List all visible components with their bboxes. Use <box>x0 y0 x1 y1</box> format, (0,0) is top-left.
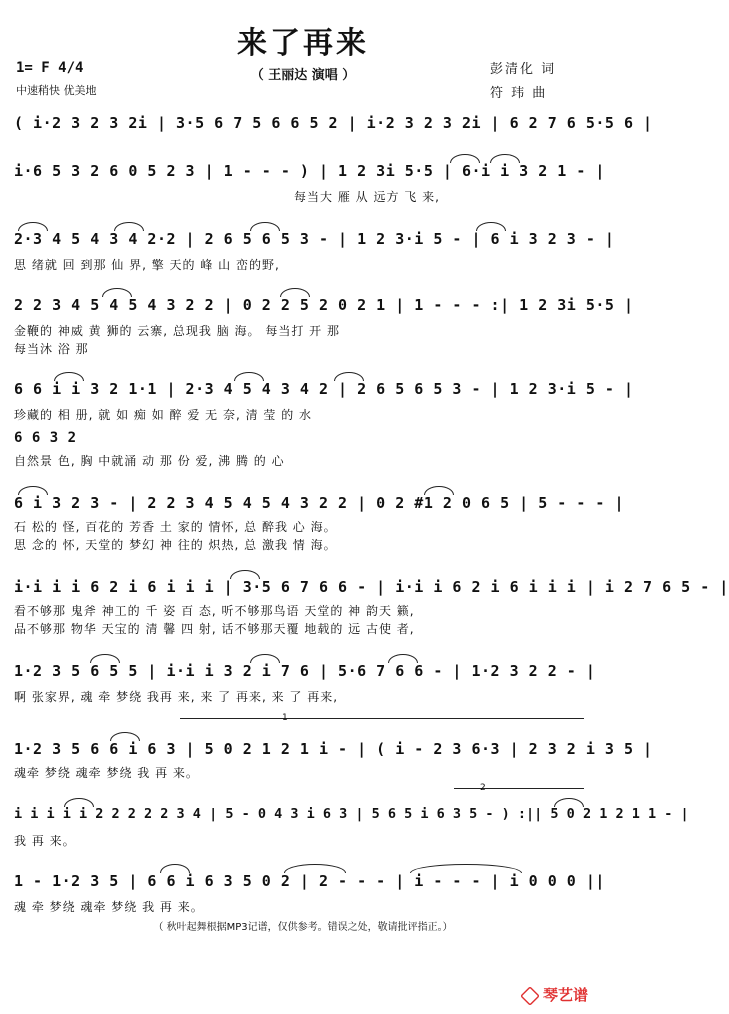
slur-mark <box>388 654 418 663</box>
key-signature: 1= F 4/4 <box>16 60 84 76</box>
lyric-line: 每当沐 浴 那 <box>14 342 89 356</box>
slur-mark <box>102 288 132 297</box>
slur-mark <box>334 372 364 381</box>
volta-number: 2 <box>480 783 486 793</box>
logo-text: 琴艺谱 <box>543 986 589 1004</box>
lyric-line: 思 绪就 回 到那 仙 界, 擎 天的 峰 山 峦的野, <box>14 258 280 272</box>
transcription-note: （ 秋叶起舞根据MP3记谱，仅供参考。错误之处，敬请批评指正。） <box>153 922 453 933</box>
lyric-line: 每当大 雁 从 远方 飞 来, <box>294 190 440 204</box>
notation: i·i i i 6 2 i 6 i i i | 3·5 6 7 6 6 - | i·i i 6 2 i 6 i i i | i 2 7 6 5 - | <box>14 578 729 596</box>
notation: 6 6 3 2 <box>14 430 77 446</box>
slur-mark <box>64 798 94 807</box>
slur-mark <box>554 798 584 807</box>
composer-credit: 符 玮 曲 <box>490 86 548 101</box>
slur-mark <box>476 222 506 231</box>
lyric-line: 魂 牵 梦绕 魂牵 梦绕 我 再 来。 <box>14 900 204 914</box>
lyricist-credit: 彭清化 词 <box>490 62 557 77</box>
lyric-line: 我 再 来。 <box>14 834 76 848</box>
notation: 6 i 3 2 3 - | 2 2 3 4 5 4 5 4 3 2 2 | 0 2 #1 2 0 6 5 | 5 - - - | <box>14 494 624 512</box>
notation: 2 2 3 4 5 4 5 4 3 2 2 | 0 2 2 5 2 0 2 1 | 1 - - - :| 1 2 3i 5·5 | <box>14 296 634 314</box>
song-title: 来了再来 <box>237 26 369 61</box>
slur-mark <box>234 372 264 381</box>
slur-mark <box>490 154 520 163</box>
notation: 1 - 1·2 3 5 | 6 6 i 6 3 5 0 2 | 2 - - - | i - - - | i 0 0 0 || <box>14 872 605 890</box>
slur-mark <box>284 864 346 873</box>
slur-mark <box>410 864 522 873</box>
lyric-line: 自然景 色, 胸 中就涌 动 那 份 爱, 沸 腾 的 心 <box>14 454 285 468</box>
slur-mark <box>280 288 310 297</box>
slur-mark <box>250 654 280 663</box>
notation: 1·2 3 5 6 5 5 | i·i i 3 2 i 7 6 | 5·6 7 6 6 - | 1·2 3 2 2 - | <box>14 662 596 680</box>
lyric-line: 石 松的 怪, 百花的 芳香 土 家的 情怀, 总 醉我 心 海。 <box>14 520 337 534</box>
volta-bracket-1 <box>180 718 584 726</box>
lyric-line: 魂牵 梦绕 魂牵 梦绕 我 再 来。 <box>14 766 199 780</box>
singer-credit: （ 王丽达 演唱 ） <box>250 68 356 83</box>
site-logo <box>520 984 588 1006</box>
slur-mark <box>18 222 48 231</box>
lyric-line: 珍藏的 相 册, 就 如 痴 如 醉 爱 无 奈, 清 莹 的 水 <box>14 408 313 422</box>
lyric-line: 品不够那 物华 天宝的 清 馨 四 射, 话不够那天覆 地载的 远 古使 者, <box>14 622 415 636</box>
slur-mark <box>450 154 480 163</box>
slur-mark <box>110 732 140 741</box>
volta-number: 1 <box>282 713 288 723</box>
lyric-line: 啊 张家界, 魂 牵 梦绕 我再 来, 来 了 再来, 来 了 再来, <box>14 690 339 704</box>
notation: i i i i i 2 2 2 2 2 3 4 | 5 - 0 4 3 i 6 3 | 5 6 5 i 6 3 5 - ) :|| 5 0 2 1 2 1 1 - | <box>14 806 689 822</box>
lyric-line: 金鞭的 神威 黄 狮的 云寨, 总现我 脑 海。 每当打 开 那 <box>14 324 340 338</box>
notation: 6 6 i i 3 2 1·1 | 2·3 4 5 4 3 4 2 | 2 6 5 6 5 3 - | 1 2 3·i 5 - | <box>14 380 634 398</box>
notation: i·6 5 3 2 6 0 5 2 3 | 1 - - - ) | 1 2 3i 5·5 | 6·i i 3 2 1 - | <box>14 162 605 180</box>
slur-mark <box>250 222 280 231</box>
notation: 2·3 4 5 4 3 4 2·2 | 2 6 5 6 5 3 - | 1 2 3·i 5 - | 6 i 3 2 3 - | <box>14 230 615 248</box>
slur-mark <box>54 372 84 381</box>
lyric-line: 思 念的 怀, 天堂的 梦幻 神 往的 炽热, 总 激我 情 海。 <box>14 538 337 552</box>
volta-bracket-2 <box>454 788 584 796</box>
lyric-line: 看不够那 鬼斧 神工的 千 姿 百 态, 听不够那鸟语 天堂的 神 韵天 籁, <box>14 604 415 618</box>
slur-mark <box>230 570 260 579</box>
slur-mark <box>160 864 190 873</box>
slur-mark <box>424 486 454 495</box>
slur-mark <box>90 654 120 663</box>
slur-mark <box>114 222 144 231</box>
logo-icon <box>520 986 540 1006</box>
notation: ( i·2 3 2 3 2i | 3·5 6 7 5 6 6 5 2 | i·2 3 2 3 2i | 6 2 7 6 5·5 6 | <box>14 114 653 132</box>
notation: 1·2 3 5 6 6 i 6 3 | 5 0 2 1 2 1 i - | ( i - 2 3 6·3 | 2 3 2 i 3 5 | <box>14 740 653 758</box>
tempo-marking: 中速稍快 优美地 <box>16 84 97 97</box>
slur-mark <box>18 486 48 495</box>
